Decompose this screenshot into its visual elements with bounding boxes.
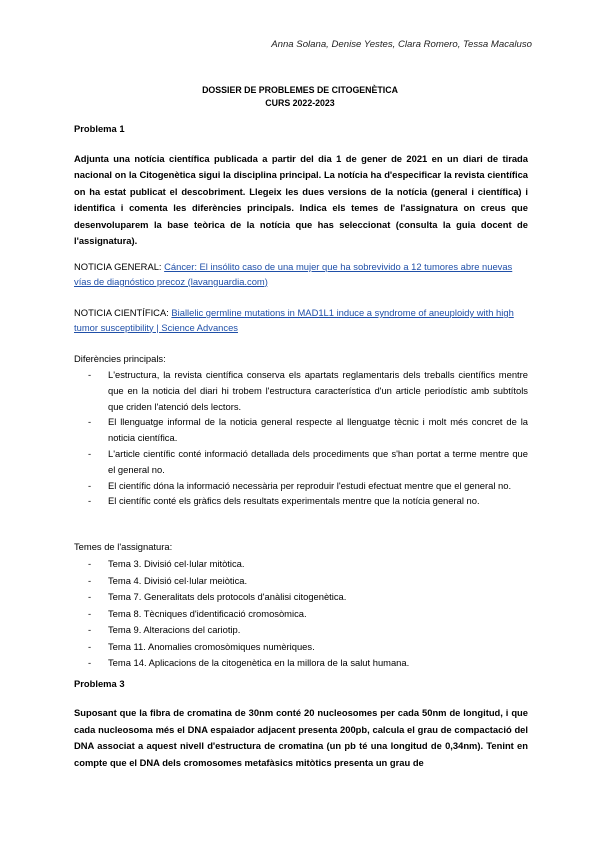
differences-list-wrap <box>74 367 528 509</box>
general-news <box>74 260 528 289</box>
scientific-news-label: NOTICIA CIENTÍFICA: <box>74 307 172 318</box>
topic-item: - Tema 3. Divisió cel·lular mitòtica. <box>74 556 528 573</box>
topic-item: - Tema 4. Divisió cel·lular meiòtica. <box>74 573 528 590</box>
difference-item: - El científic dóna la informació necessària per reproduir l'estudi efectuat mentre que el general no. <box>74 478 528 494</box>
scientific-news-link[interactable]: Biallelic germline mutations in MAD1L1 induce a syndrome of aneuploidy with high tumor susceptibility | Science Advances <box>74 307 514 333</box>
topic-item: - Tema 9. Alteracions del cariotip. <box>74 622 528 639</box>
authors-header: Anna Solana, Denise Yestes, Clara Romero, Tessa Macaluso <box>271 39 532 50</box>
general-news-label: NOTICIA GENERAL: <box>74 261 165 272</box>
title-line-2: CURS 2022-2023 <box>265 98 335 108</box>
scientific-news <box>74 306 528 335</box>
differences-list <box>74 367 528 509</box>
problem-3-statement: Suposant que la fibra de cromatina de 30nm conté 20 nucleosomes per cada 50nm de longitud, i que cada nucleosoma més el DNA espaiador adjacent presenta 200pb, calcula el grau de compactació del DNA associat a aquest nivell d'estructura de cromatina (un pb té una longitud de 0,34nm). Tenint en compte que el DNA dels cromosomes metafàsics mitòtics presenta un grau de <box>74 707 528 768</box>
topic-item: - Tema 11. Anomalies cromosòmiques numèriques. <box>74 639 528 656</box>
title-line-1: DOSSIER DE PROBLEMES DE CITOGENÈTICA <box>202 85 398 95</box>
differences-heading: Diferències principals: <box>74 353 166 364</box>
problem-1-statement: Adjunta una notícia científica publicada a partir del dia 1 de gener de 2021 en un diari de tirada nacional on la Citogenètica sigui la disciplina principal. La notícia ha d'especificar la revista científica on ha estat publicat el descobriment. Llegeix les dues versions de la notícia (general i científica) i identifica i comenta les diferències principals. Indica els temes de l'assignatura on creus que desenvoluparem la base teòrica de la notícia que has seleccionat (consulta la guia docent de l'assignatura). <box>74 153 528 247</box>
difference-item: - El llenguatge informal de la noticia general respecte al llenguatge tècnic i molt més concret de la noticia científica. <box>74 414 528 446</box>
difference-item: - L'estructura, la revista científica conserva els apartats reglamentaris dels treballs científics mentre que en la noticia del diari hi trobem l'estructura característica d'un article periodístic amb subtítols que criden l'atenció dels lectors. <box>74 367 528 414</box>
difference-item: - L'article científic conté informació detallada dels procediments que s'han portat a terme mentre que el general no. <box>74 446 528 478</box>
topics-heading: Temes de l'assignatura: <box>74 541 173 552</box>
general-news-link[interactable]: Cáncer: El insólito caso de una mujer que ha sobrevivido a 12 tumores abre nuevas vías de diagnóstico precoz (lavanguardia.com) <box>74 261 513 287</box>
topic-item: - Tema 7. Generalitats dels protocols d'anàlisi citogenètica. <box>74 589 528 606</box>
document-title <box>0 84 600 110</box>
problem-3-heading: Problema 3 <box>74 678 125 689</box>
problem-1-heading: Problema 1 <box>74 123 125 134</box>
topics-list-wrap <box>74 556 528 672</box>
topic-item: - Tema 8. Tècniques d'identificació cromosòmica. <box>74 606 528 623</box>
difference-item: - El científic conté els gràfics dels resultats experimentals mentre que la notícia general no. <box>74 493 528 509</box>
topic-item: - Tema 14. Aplicacions de la citogenètica en la millora de la salut humana. <box>74 655 528 672</box>
topics-list <box>74 556 528 672</box>
